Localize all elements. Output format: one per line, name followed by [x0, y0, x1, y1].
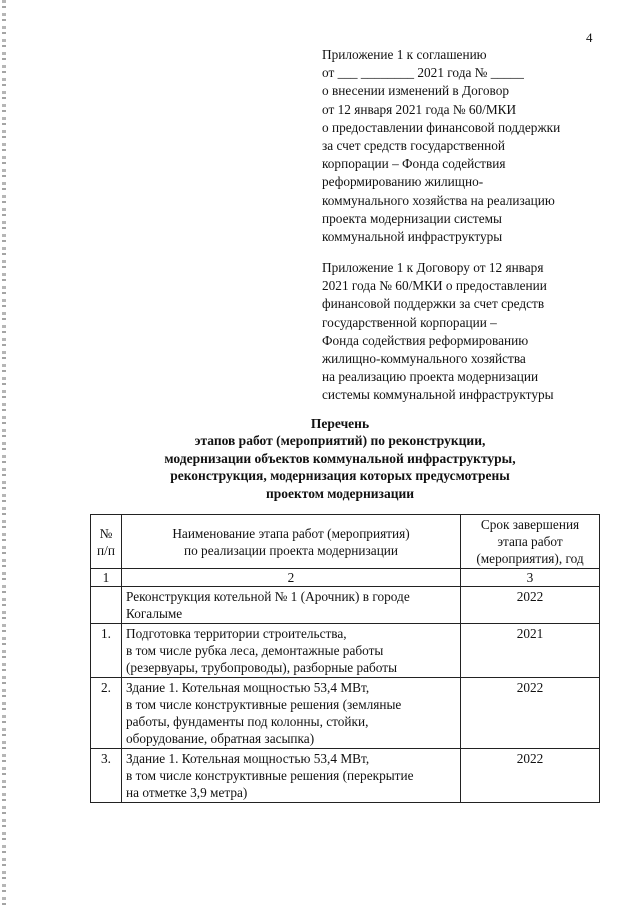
table-header-row	[91, 515, 600, 569]
row-number	[91, 587, 122, 624]
annex-agreement-line: от ___ ________ 2021 года № _____	[322, 65, 524, 81]
scan-edge-artifact	[2, 0, 6, 905]
title-line: этапов работ (мероприятий) по реконструкции,	[194, 433, 486, 449]
row-number: 3.	[91, 749, 122, 803]
header-stage-name: Наименование этапа работ (мероприятия) по реализации проекта модернизации	[122, 515, 461, 569]
row-number: 2.	[91, 678, 122, 749]
row-completion-year: 2021	[461, 624, 600, 678]
annex-contract-line: Приложение 1 к Договору от 12 января	[322, 260, 544, 275]
row-stage-name: Здание 1. Котельная мощностью 53,4 МВт, в том числе конструктивные решения (перекрытие на отметке 3,9 метра)	[122, 749, 461, 803]
annex-contract-line: 2021 года № 60/МКИ о предоставлении	[322, 278, 547, 294]
table-row	[91, 587, 600, 624]
table-row	[91, 678, 600, 749]
annex-contract-block	[322, 259, 602, 405]
title-line: реконструкция, модернизация которых предусмотрены	[170, 468, 510, 484]
column-number-row	[91, 569, 600, 587]
table-row	[91, 749, 600, 803]
annex-agreement-line: о предоставлении финансовой поддержки	[322, 119, 561, 135]
row-completion-year: 2022	[461, 587, 600, 624]
annex-contract-line: государственной корпорации –	[322, 314, 497, 330]
annex-contract-line: Фонда содействия реформированию	[322, 332, 529, 348]
row-stage-name: Реконструкция котельной № 1 (Арочник) в городе Когалыме	[122, 587, 461, 624]
annex-agreement-line: коммунальной инфраструктуры	[322, 229, 503, 245]
annex-contract-line: на реализацию проекта модернизации	[322, 369, 539, 385]
table-row	[91, 624, 600, 678]
header-completion-year: Срок завершения этапа работ (мероприятия), год	[461, 515, 600, 569]
annex-agreement-line: за счет средств государственной	[322, 138, 505, 154]
row-completion-year: 2022	[461, 749, 600, 803]
stages-table	[90, 514, 600, 803]
annex-agreement-line: о внесении изменений в Договор	[322, 83, 510, 99]
annex-agreement-line: реформированию жилищно-	[322, 174, 484, 190]
annex-agreement-block	[322, 46, 602, 246]
title-line: Перечень	[310, 416, 370, 431]
annex-contract-line: жилищно-коммунального хозяйства	[322, 351, 526, 367]
title-line: модернизации объектов коммунальной инфраструктуры,	[164, 450, 516, 466]
header-number: № п/п	[91, 515, 122, 569]
column-number: 2	[122, 569, 461, 587]
column-number: 3	[461, 569, 600, 587]
annex-agreement-line: коммунального хозяйства на реализацию	[322, 192, 555, 208]
annex-agreement-line: корпорации – Фонда содействия	[322, 156, 506, 172]
row-number: 1.	[91, 624, 122, 678]
annex-contract-line: финансовой поддержки за счет средств	[322, 296, 545, 312]
column-number: 1	[91, 569, 122, 587]
annex-contract-line: системы коммунальной инфраструктуры	[322, 387, 554, 403]
annex-agreement-line: от 12 января 2021 года № 60/МКИ	[322, 101, 517, 117]
row-stage-name: Подготовка территории строительства, в том числе рубка леса, демонтажные работы (резервуары, трубопроводы), разборные работы	[122, 624, 461, 678]
document-title	[120, 415, 560, 502]
annex-agreement-line: Приложение 1 к соглашению	[322, 47, 487, 62]
annex-agreement-line: проекта модернизации системы	[322, 210, 502, 226]
page-number: 4	[586, 30, 593, 45]
row-stage-name: Здание 1. Котельная мощностью 53,4 МВт, в том числе конструктивные решения (земляные работы, фундаменты под колонны, стойки, оборудование, обратная засыпка)	[122, 678, 461, 749]
row-completion-year: 2022	[461, 678, 600, 749]
title-line: проектом модернизации	[265, 485, 415, 501]
